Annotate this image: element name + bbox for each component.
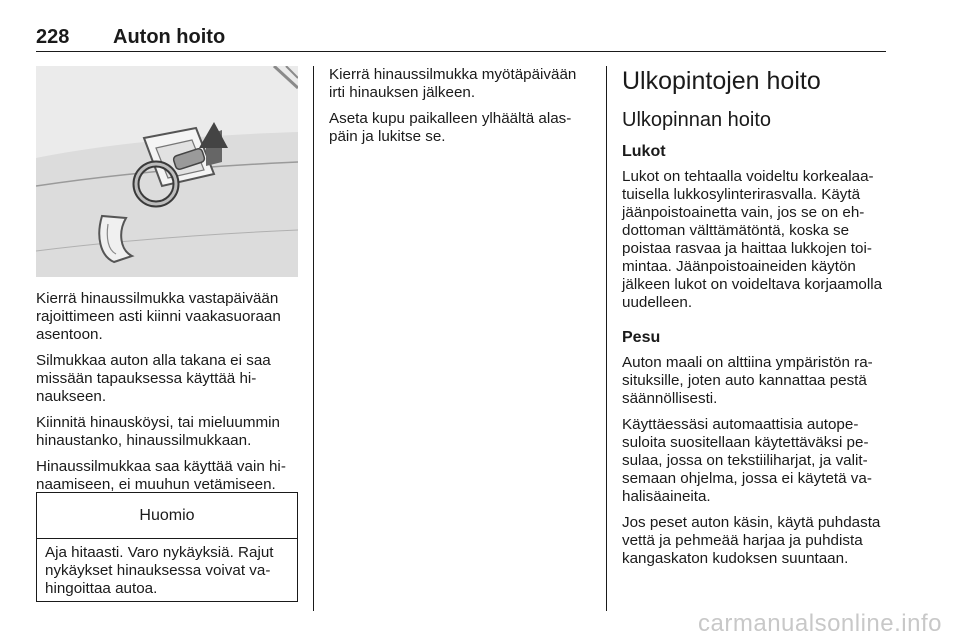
watermark: carmanualsonline.info — [698, 610, 942, 637]
paragraph: Auton maali on alttiina ympäristön rasituksille, joten auto kannattaa pestä säännöllisesti. — [622, 354, 873, 407]
tow-eye-illustration — [36, 66, 298, 277]
section-heading: Ulkopintojen hoito — [622, 67, 821, 95]
page-number: 228 — [36, 26, 70, 48]
locks-heading: Lukot — [622, 143, 666, 160]
note-text: Aja hitaasti. Varo nykäyksiä. Rajut nykäykset hinauksessa voivat vahingoittaa autoa. — [45, 544, 274, 597]
subsection-heading: Ulkopinnan hoito — [622, 109, 771, 131]
paragraph: Silmukkaa auton alla takana ei saa missään tapauksessa käyttää hinaukseen. — [36, 352, 271, 405]
column-divider — [313, 66, 314, 611]
paragraph: Käyttäessäsi automaattisia autopesuloita suositellaan käytettäväksi pesulaa, jossa on tekstiiliharjat, ja valitsemaan ohjelma, jossa ei käytetä vahalisäaineita. — [622, 416, 872, 505]
note-title: Huomio — [37, 493, 297, 539]
locks-text: Lukot on tehtaalla voideltu korkealaatuisella lukkosylinterirasvalla. Käytä jäänpoistoainetta vain, jos se on ehdottoman välttämätöntä, koska se poistaa rasvaa ja haittaa lukkojen toimintaa. Jäänpoistoaineiden käytön jälkeen lukot on voideltava korjaamolla uudelleen. — [622, 168, 883, 311]
right-column — [622, 66, 888, 576]
header-rule — [36, 51, 886, 52]
column-divider — [606, 66, 607, 611]
page-header — [36, 26, 886, 52]
tow-eye-drawing — [36, 66, 298, 277]
page-title: Auton hoito — [113, 26, 226, 48]
paragraph: Jos peset auton käsin, käytä puhdasta vettä ja pehmeää harjaa ja puhdista kangaskaton kudoksen suuntaan. — [622, 514, 881, 567]
note-box — [36, 492, 298, 602]
paragraph: Hinaussilmukkaa saa käyttää vain hinaamiseen, ei muuhun vetämiseen. — [36, 458, 286, 493]
left-column — [36, 290, 298, 502]
paragraph: Kiinnitä hinausköysi, tai mieluummin hinaustanko, hinaussilmukkaan. — [36, 414, 280, 449]
paragraph: Aseta kupu paikalleen ylhäältä alaspäin ja lukitse se. — [329, 110, 572, 145]
middle-column — [329, 66, 591, 154]
paragraph: Kierrä hinaussilmukka myötäpäivään irti hinauksen jälkeen. — [329, 66, 577, 101]
paragraph: Kierrä hinaussilmukka vastapäivään rajoittimeen asti kiinni vaakasuoraan asentoon. — [36, 290, 281, 343]
wash-heading: Pesu — [622, 329, 661, 346]
